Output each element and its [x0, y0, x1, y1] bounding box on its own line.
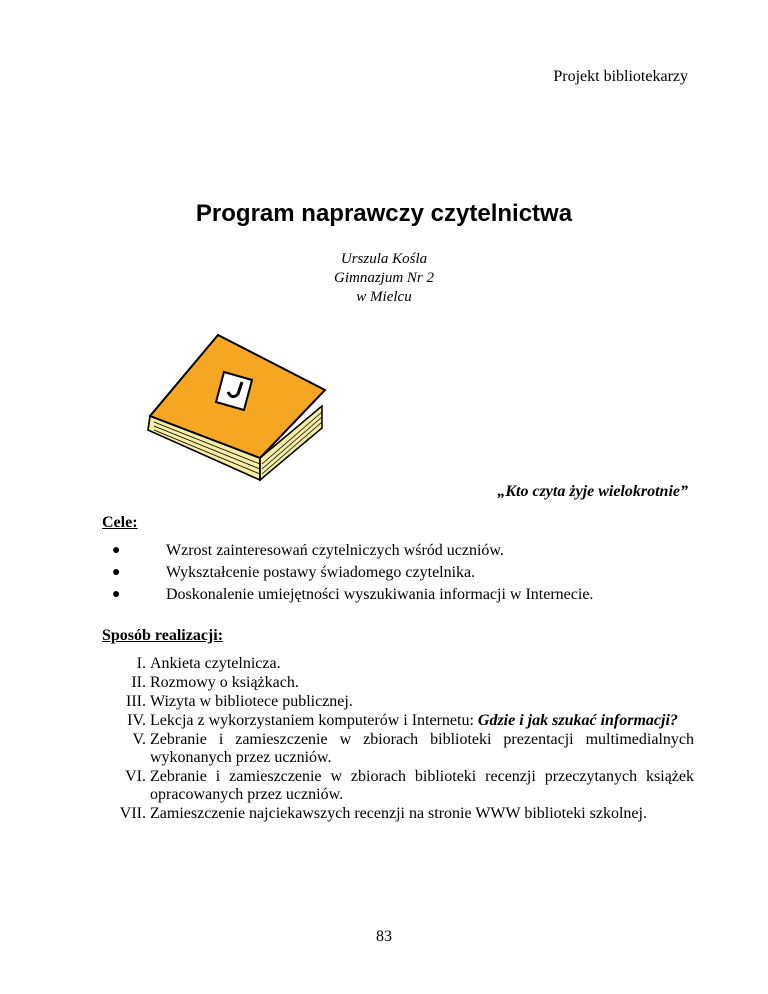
list-item: ● Wzrost zainteresowań czytelniczych wśród uczniów. [102, 540, 692, 562]
page-title: Program naprawczy czytelnictwa [195, 200, 573, 227]
bullet-icon: ● [112, 543, 121, 558]
list-item: II. Rozmowy o książkach. [131, 674, 299, 691]
author-block [0, 250, 768, 307]
bullet-icon: ● [112, 565, 121, 580]
goals-heading: Cele: [102, 514, 138, 531]
list-item: III. Wizyta w bibliotece publicznej. [126, 693, 353, 710]
page-number: 83 [376, 928, 392, 945]
author-school: Gimnazjum Nr 2 [333, 270, 434, 286]
implementation-list [102, 655, 694, 824]
book-icon [140, 330, 330, 485]
emphasized-text: Gdzie i jak szukać informacji? [477, 712, 678, 729]
list-item: I. Ankieta czytelnicza. [136, 655, 281, 672]
list-item: VI. Zebranie i zamieszczenie w zbiorach biblioteki recenzji przeczytanych książek opracowanych przez uczniów. [125, 768, 694, 803]
list-item: VII. Zamieszczenie najciekawszych recenzji na stronie WWW biblioteki szkolnej. [119, 805, 647, 822]
list-item: IV. Lekcja z wykorzystaniem komputerów i Internetu: Gdzie i jak szukać informacji? [127, 712, 678, 729]
bullet-icon: ● [112, 587, 121, 602]
author-name: Urszula Kośla [340, 251, 428, 267]
goals-list [102, 540, 692, 606]
list-item: ● Doskonalenie umiejętności wyszukiwania informacji w Internecie. [102, 584, 692, 606]
motto-quote: „Kto czyta żyje wielokrotnie” [497, 483, 688, 500]
list-item: ● Wykształcenie postawy świadomego czytelnika. [102, 562, 692, 584]
implementation-heading: Sposób realizacji: [102, 627, 224, 644]
running-header: Projekt bibliotekarzy [553, 68, 688, 85]
author-city: w Mielcu [356, 289, 412, 305]
list-item: V. Zebranie i zamieszczenie w zbiorach biblioteki prezentacji multimedialnych wykonanych przez uczniów. [132, 731, 694, 766]
